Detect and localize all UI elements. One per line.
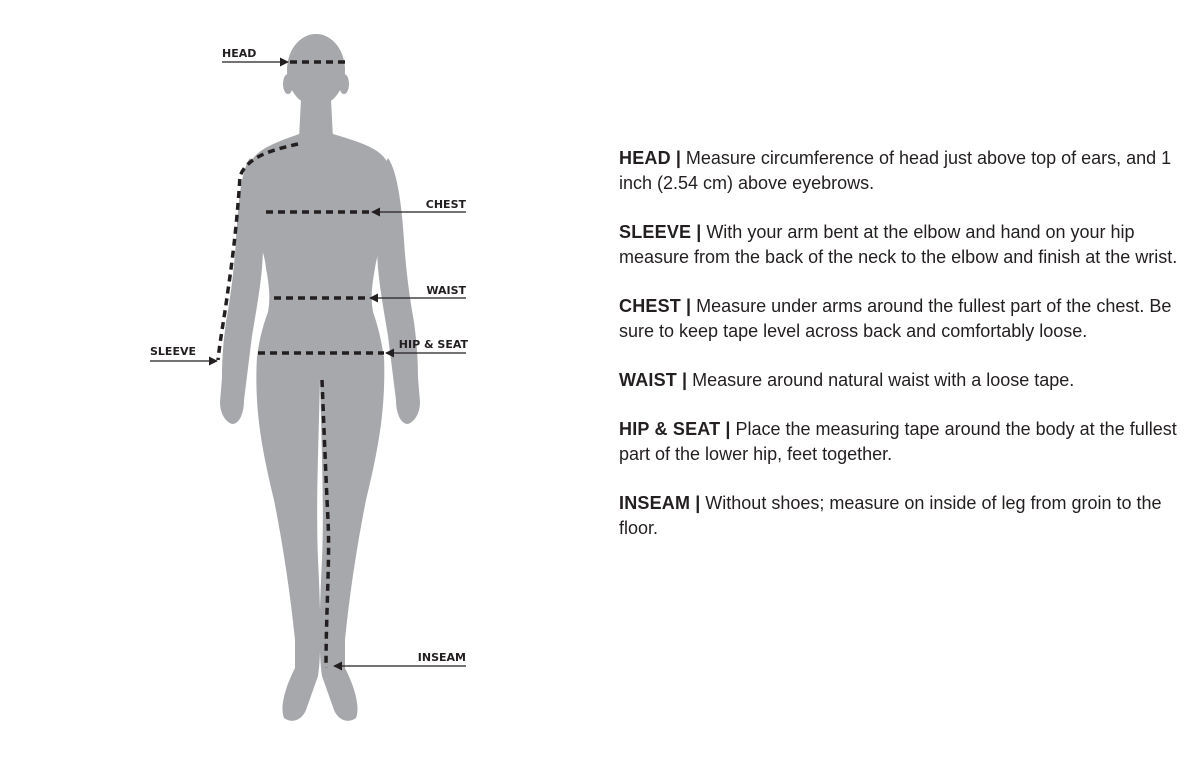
instruction-term: HEAD (619, 148, 671, 168)
separator: | (696, 222, 702, 242)
separator: | (725, 419, 731, 439)
chest-callout-label: CHEST (425, 198, 466, 211)
hip-seat-callout-label: HIP & SEAT (398, 338, 468, 351)
instruction-text: Place the measuring tape around the body at the fullest part of the lower hip, feet together. (619, 419, 1177, 464)
right-ear (339, 74, 349, 94)
sleeve-callout-label: SLEEVE (150, 345, 196, 358)
instruction-hip-seat (619, 417, 1179, 467)
instruction-text: Measure around natural waist with a loose tape. (692, 370, 1075, 390)
instruction-text: With your arm bent at the elbow and hand on your hip measure from the back of the neck to the elbow and finish at the wrist. (619, 222, 1178, 267)
instruction-term: HIP & SEAT (619, 419, 721, 439)
waist-callout-label: WAIST (426, 284, 466, 297)
instruction-term: SLEEVE (619, 222, 692, 242)
instruction-inseam (619, 491, 1179, 541)
instruction-chest (619, 294, 1179, 344)
left-ear (283, 74, 293, 94)
neck-shape (299, 100, 333, 138)
instruction-text: Without shoes; measure on inside of leg from groin to the floor. (619, 493, 1162, 538)
separator: | (682, 370, 688, 390)
instruction-waist (619, 368, 1179, 393)
instruction-term: WAIST (619, 370, 677, 390)
separator: | (675, 148, 681, 168)
torso-shape (243, 134, 397, 360)
body-silhouette (220, 34, 420, 721)
instruction-sleeve (619, 220, 1179, 270)
separator: | (695, 493, 701, 513)
measurement-guide (619, 146, 1179, 565)
instruction-text: Measure under arms around the fullest part of the chest. Be sure to keep tape level across back and comfortably loose. (619, 296, 1172, 341)
instruction-term: CHEST (619, 296, 682, 316)
instruction-text: Measure circumference of head just above top of ears, and 1 inch (2.54 cm) above eyebrows. (619, 148, 1172, 193)
inseam-callout-label: INSEAM (417, 651, 466, 664)
instruction-head (619, 146, 1179, 196)
instruction-term: INSEAM (619, 493, 691, 513)
head-shape (287, 34, 345, 106)
head-callout-label: HEAD (222, 47, 257, 60)
separator: | (686, 296, 692, 316)
